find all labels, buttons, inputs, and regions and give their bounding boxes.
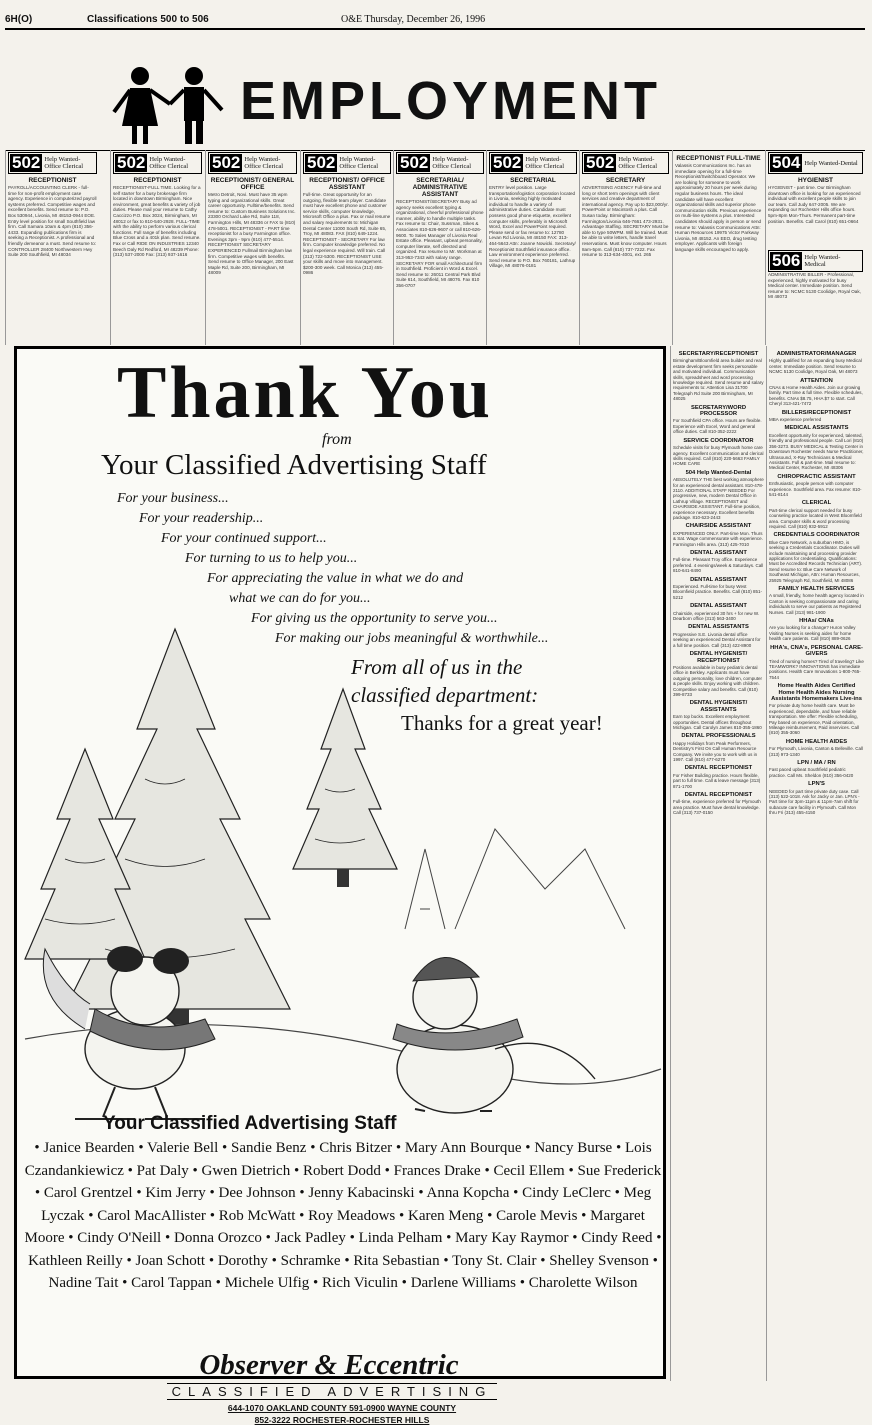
- classified-column: [765, 150, 865, 250]
- ad-title: MEDICAL ASSISTANTS: [784, 425, 849, 432]
- staff-name: Chris Bitzer: [319, 1140, 393, 1156]
- ad-title: SECRETARY/RECEPTIONIST: [678, 351, 759, 357]
- staff-name: Dee Johnson: [218, 1185, 296, 1201]
- staff-name: Kathleen Reilly: [28, 1252, 123, 1269]
- category-name: Help Wanted-Medical: [804, 254, 841, 268]
- ad-title: Home Health Aides Certified Home Health Aides Nursing Assistants Homemakers Live-ins: [771, 683, 862, 702]
- category-name: Help Wanted-Office Clerical: [244, 156, 284, 170]
- classified-column: [486, 150, 579, 345]
- staff-name: Cecil Ellem: [493, 1162, 565, 1179]
- staff-name: Cindy Reed: [581, 1230, 653, 1246]
- ad-title: DENTAL ASSISTANT: [690, 550, 747, 556]
- thank-you-line: For your business...: [117, 491, 229, 506]
- staff-name: Pat Daly: [136, 1162, 189, 1179]
- ad-title: SECRETARIAL/ ADMINISTRATIVE ASSISTANT: [412, 177, 468, 198]
- ad-title: HYGIENIST: [797, 177, 834, 184]
- staff-name: Roy Meadows: [308, 1207, 396, 1224]
- page-header: [5, 10, 865, 28]
- staff-name: Michele Ulfig: [224, 1275, 310, 1291]
- ad-title: CHAIRSIDE ASSISTANT: [685, 523, 752, 530]
- ad-body: Are you looking for a change? Huron Valley Visiting Nurses is seeking aides for home health care patients. Call (810) 889-0626: [769, 625, 856, 642]
- staff-name: Mary Ann Bourque: [404, 1140, 522, 1156]
- category-name: Help Wanted-Office Clerical: [618, 156, 658, 170]
- ad-title: HOME HEALTH AIDES: [785, 738, 848, 745]
- people-figures-icon: [110, 64, 230, 148]
- staff-name: Tony St. Clair: [452, 1252, 537, 1269]
- thank-you-line: For appreciating the value in what we do and: [207, 571, 464, 586]
- category-name: Help Wanted-Office Clerical: [44, 156, 84, 170]
- ad-title: DENTAL ASSISTANT: [690, 576, 747, 583]
- category-name: Help Wanted-Office Clerical: [525, 156, 565, 170]
- thank-you-line: For turning to us to help you...: [185, 551, 358, 566]
- ad-body: Full-time. Pleasant Troy office. Experience preferred. 4 evenings/week & Saturdays. Call 810-641-8490: [673, 557, 764, 574]
- ad-staff-line: Your Classified Advertising Staff: [101, 449, 487, 481]
- ad-body: ADMINISTRATIVE BILLER - Professional, experienced, highly motivated for busy Medical center. Immediate position. Send resume to: NCMC 5130 Coolidge, Royal Oak, MI 48073: [768, 272, 861, 300]
- category-name: Help Wanted-Office Clerical: [149, 156, 189, 170]
- ad-title: FAMILY HEALTH SERVICES: [778, 586, 855, 593]
- ad-title: CLERICAL: [801, 500, 832, 507]
- category-number: 504: [772, 153, 801, 172]
- ad-title: CREDENTIALS COORDINATOR: [773, 532, 860, 539]
- ad-title: RECEPTIONIST FULL-TIME: [676, 155, 761, 162]
- classified-column: [5, 150, 99, 345]
- staff-name: Nancy Burse: [534, 1140, 613, 1156]
- ad-body: Fast paced upbeat Southfield pediatric practice. Call Ms. Sheldon (810) 356-0420: [769, 767, 854, 778]
- ad-body: PAYROLL/ACCOUNTING CLERK - full-time for non-profit employment case agency. Experience in computerized payroll systems preferred. Competitive wages and excellent benefits. Send resume to: P.O. Box 530944, Livonia, MI 48153-0944 EOE. Entry level position for small Southfield law firm. Call Samara 10am & 4pm (810) 356-4433. Expanding publications firm is seeking a Receptionist. A professional and friendly demeanor a must. Send resume to: CONTROLLER 28400 Northwestern Hwy Suite 200 Southfield, MI 48034: [8, 185, 97, 258]
- staff-names: • Janice Bearden • Valerie Bell • Sandie Benz • Chris Bitzer • Mary Ann Bourque • Nancy Burse • Lois Czandankiewicz • Pat Daly • Gwen Dietrich • Robert Dodd • Frances Drake • Cecil Ellem • Sue Frederick • Carol Grentzel • Kim Jerry • Dee Johnson • Jenny Kabacinski • Anna Kopcha • Cindy LeClerc • Meg Lyczak • Carol MacAllister • Rob McWatt • Roy Meadows • Karen Meng • Carole Mevis • Margaret Moore • Cindy O'Neill • Donna Orozco • Jack Padley • Linda Pelham • Mary Kay Raymor • Cindy Reed • Kathleen Reilly • Joan Schott • Dorothy • Schramke • Rita Sebastian • Tony St. Clair • Shelley Svenson • Nadine Tait • Carol Tappan • Michele Ulfig • Rich Viculin • Darlene Williams • Charolette Wilson: [24, 1140, 662, 1291]
- staff-name: Carol Tappan: [131, 1275, 212, 1291]
- ad-title: RECEPTIONIST/ GENERAL OFFICE: [210, 177, 295, 191]
- ad-body: Valassis Communications Inc. has an immediate opening for a full-time Receptionist/Switchboard Operator. We are looking for someone to work approximately 20 hours per week during regular business hours. The ideal candidate will have excellent organizational skills and superior phone communication skills. Previous experience on multi-line systems a plus. Interested candidates should apply in person or send resume to: Valassis Communications Attn: Human Resources 19975 Victor Parkway Livonia, MI 48152. An EEO, drug testing employer. Applicants with foreign language skills encouraged to apply.: [675, 163, 762, 252]
- ad-body: A small, friendly, home health agency located in Canton is seeking compassionate and caring individuals to serve our patients as Registered Nurses. Call (313) 981-1900: [769, 593, 864, 615]
- banner-title: EMPLOYMENT: [240, 71, 662, 131]
- staff-heading: Your Classified Advertising Staff: [103, 1113, 397, 1134]
- ad-title: DENTAL ASSISTANTS: [688, 624, 749, 631]
- classified-column: [766, 346, 866, 1381]
- staff-name: Carol Grentzel: [43, 1185, 133, 1201]
- ad-body: EXPERIENCED ONLY. Part-time Mon. Thurs & Sat. Wage commensurate with experience. Farmington Hills area. (313) 425-7010: [673, 530, 763, 547]
- staff-name: Sandie Benz: [231, 1140, 307, 1156]
- category-number: 502: [586, 153, 615, 172]
- ad-body: NEEDED for part time private duty case. Call (313) 522-1018. Ask for Jacky or Jan. LPN's - Part time for 3pm-11pm & 11pm-7am shift for subacute care facility in Plymouth. Call Mon thru Fri (313) 455-4150: [769, 788, 860, 816]
- staff-name: Kim Jerry: [145, 1185, 206, 1201]
- ad-title: 504 Help Wanted-Dental: [685, 469, 752, 476]
- thank-you-line: For making our jobs meaningful & worthwhile...: [275, 631, 549, 646]
- staff-name: Donna Orozco: [173, 1230, 262, 1246]
- category-number: 502: [400, 153, 429, 172]
- ad-body: Highly qualified for an expanding busy Medical center. Immediate position. Send resume to NCMC 5130 Coolidge, Royal Oak, MI 48073: [769, 358, 862, 375]
- ad-body: Chairside, experienced 30 hrs + for new W. Dearborn office (313) 563-3400: [673, 610, 760, 622]
- staff-name: Dorothy: [217, 1252, 268, 1269]
- ad-body: Part-time clerical support needed for busy counseling practice located in West Bloomfield area. Computer skills & word processing required. Call (810) 932-5912: [769, 507, 862, 529]
- ad-title: ATTENTION: [800, 377, 833, 384]
- staff-name: Rita Sebastian: [353, 1252, 440, 1269]
- staff-name: Nadine Tait: [48, 1275, 119, 1291]
- ad-title: DENTAL RECEPTIONIST: [684, 765, 753, 772]
- ad-body: Earn top bucks. Excellent employment opportunities. Dental offices throughout Michigan. Call Carolyn James 810-355-1860: [673, 714, 762, 730]
- ad-body: Excellent opportunity for experienced, talented, friendly and professional people. Call Lori (810) 356-3273. BUSY MEDICAL & Testing Center in Downtown Rochester needs Nurse Practitioner, Ultrasound, X-Ray Technicians & Medical Assistants. Full & part-time. Mail resume to: Medical Center, Rochester, MI 48306: [769, 432, 864, 471]
- ad-body: Positions available in busy pediatric dental office in Berkley. Applicants must have outgoing personality, love children, computer & people skills. Enjoy working with children. Competitive salary and benefits. Call (810) 399-8733: [673, 664, 762, 697]
- ad-body: ABSOLUTELY THE best working atmosphere for an experienced dental assistant. 810-478-2110. ADDITIONAL STAFF NEEDED For progressive, new, modern Dental Office in Lathrup Village. RECEPTIONIST and CHAIRSIDE ASSISTANT. Full-time position, experience necessary. Excellent benefits package. 810-623-2443: [673, 477, 764, 520]
- ad-title: HHAs/ CNAs: [799, 618, 834, 625]
- phone-numbers: 644-1070 OAKLAND COUNTY 591-0900 WAYNE COUNTY: [227, 1403, 457, 1413]
- ad-title: BILLERS/RECEPTIONIST: [781, 409, 852, 416]
- observer-eccentric-logo: Observer & Eccentric: [199, 1349, 459, 1381]
- classified-column: [300, 150, 393, 345]
- category-number: 502: [493, 153, 522, 172]
- ad-title: DENTAL PROFESSIONALS: [681, 733, 756, 740]
- ad-body: For Plymouth, Livonia, Canton & Belleville. Call (313) 973-1340: [769, 746, 864, 757]
- ad-body: Birmingham/Bloomfield area builder and real estate development firm seeks personable and motivated individual. Communication skills, spreadsheet and word processing knowledge required. Send resume and salary requirements to: Attention Lisa 31700 Telegraph Rd Suite 200 Birmingham, MI 48025: [673, 358, 764, 402]
- ad-body: Enthusiastic, people person with computer experience. Southfield area. Fax resume: 810-541-8144: [769, 481, 862, 497]
- staff-name: Cindy LeClerc: [522, 1185, 611, 1201]
- ad-body: For Fisher Building practice. Hours flexible, part to full time. Call & leave message (313) 871-1700: [673, 772, 761, 789]
- staff-name: Linda Pelham: [358, 1230, 443, 1246]
- ad-title: RECEPTIONIST: [28, 177, 77, 184]
- ad-body: ADVERTISING AGENCY Full-time and long or short term openings with client services and creative department of international agency. Pay up to $23,000/yr. PowerPoint or Macintosh a plus. Call Susan today. Birmingham: Farmington/Livonia 646-7661 473-2931. Advantage Staffing. SECRETARY Must be able to type 50WPM. Will be trained. Must be able to write letters, handle travel reservations. Must know computer. Hours 8am-5pm. Call (810) 737-7222. Fax resume to 313-634-4001, ext. 265: [582, 185, 669, 258]
- ad-body: Blue Care Network, a suburban HMO, is seeking a Credentials Coordinator. Duties will include maintaining and processing provider applications for credentialing. Qualifications: Must be Accredited Records Technician (ART). Send resume to: Blue Care Network of Southeast Michigan, Attn: Human Resources, 25925 Telegraph Rd, Southfield, MI 48086: [769, 539, 863, 583]
- staff-name: Frances Drake: [393, 1162, 481, 1179]
- staff-name: Meg Lyczak: [41, 1185, 652, 1224]
- classified-column: [670, 346, 766, 1381]
- staff-name: Cindy O'Neill: [77, 1230, 162, 1246]
- closing-line: Thanks for a great year!: [401, 711, 603, 735]
- classified-column: [672, 150, 764, 345]
- ad-title: SERVICE COORDINATOR: [683, 437, 754, 444]
- staff-name: Janice Bearden: [43, 1140, 135, 1156]
- category-number: 506: [772, 251, 801, 270]
- ad-title: RECEPTIONIST: [133, 177, 182, 184]
- staff-name: Jack Padley: [274, 1230, 346, 1246]
- ad-title: CHIROPRACTIC ASSISTANT: [777, 473, 856, 480]
- classified-column: [765, 248, 865, 345]
- staff-name: Gwen Dietrich: [201, 1162, 291, 1179]
- ad-title: SECRETARY: [605, 177, 646, 184]
- logo-subtitle: CLASSIFIED ADVERTISING: [167, 1383, 497, 1400]
- ad-title: LPN / MA / RN: [797, 760, 836, 766]
- ad-body: Schedule visits for busy Plymouth home care agency. Excellent communication and clerical skills required. Call (810) 220-5663 FAMILY HOME CARE: [673, 445, 764, 467]
- ad-body: For private duty home health care. Must be experienced, dependable, and have reliable transportation. We offer: Flexible scheduling, Pay based on experience, Paid orientation, Mileage reimbursement, Paid inservices. Call (810) 355-3060: [769, 703, 860, 736]
- ad-body: Experienced. Full-time for busy West Bloomfield practice. Benefits. Call (810) 851-5212: [673, 584, 763, 600]
- staff-name: Rob McWatt: [218, 1207, 296, 1224]
- ad-title: DENTAL ASSISTANT: [690, 603, 747, 610]
- category-name: Help Wanted-Dental: [804, 159, 858, 167]
- category-number: 502: [307, 153, 336, 172]
- ad-body: Full-time. Great opportunity for an outgoing, flexible team player. Candidate must have excellent phone and customer service skills, computer knowledge, Microsoft Office a plus. Fax or mail resume and salary requirements to: Michigan Dental Center 11000 South Rd, Suite 65, Troy, MI 48083. FAX (810) 649-1224. RECEPTIONIST - SECRETARY For law firm. Computer knowledge preferred. No legal experience required. Will train. Call (313) 722-5300. RECEPTIONIST USE your skills and move into management. $200-300 week. Call Monica (313) 455-0986: [303, 192, 391, 276]
- ad-body: Happy Holidays from Peak Performers, Dentistry's First On Call Human Resource Company. We invite you to work with us in 1997. Call (810) 477-6270: [673, 740, 758, 762]
- ad-title: DENTAL RECEPTIONIST: [684, 792, 753, 799]
- category-number: 502: [12, 153, 41, 172]
- staff-name: Karen Meng: [408, 1207, 484, 1224]
- thank-you-line: For your readership...: [139, 511, 264, 526]
- classified-column: [393, 150, 486, 345]
- staff-name: Carole Mevis: [496, 1207, 578, 1224]
- staff-name: Carol MacAllister: [97, 1207, 206, 1224]
- staff-name: Mary Kay Raymor: [455, 1230, 569, 1246]
- employment-banner: [110, 64, 750, 148]
- staff-name: Schramke: [280, 1252, 341, 1269]
- staff-name: Joan Schott: [135, 1252, 206, 1269]
- ad-title: DENTAL HYGIENIST/ RECEPTIONIST: [689, 651, 748, 664]
- ad-title: SECRETARIAL: [510, 177, 556, 184]
- staff-name: Darlene Williams: [410, 1275, 517, 1291]
- classified-column: [579, 150, 671, 345]
- staff-name: Robert Dodd: [302, 1162, 381, 1179]
- phone-numbers: 852-3222 ROCHESTER-ROCHESTER HILLS: [254, 1415, 430, 1425]
- ad-from: from: [322, 431, 352, 448]
- category-number: 502: [117, 153, 146, 172]
- ad-title: SECRETARY/WORD PROCESSOR: [690, 404, 747, 418]
- staff-name: Lois Czandankiewicz: [24, 1140, 652, 1179]
- classified-column: [110, 150, 204, 345]
- ad-title: DENTAL HYGIENIST/ ASSISTANTS: [689, 700, 748, 713]
- section-label: 6H(O): [5, 14, 33, 25]
- closing-line: From all of us in the: [351, 655, 523, 679]
- staff-name: Valerie Bell: [147, 1140, 219, 1156]
- ad-title: ADMINISTRATOR/MANAGER: [776, 351, 857, 357]
- ad-body: For Southfield CPA office. Hours are flexible. Experience with Excel, Word and general office duties. Call 810-352-2222: [673, 418, 762, 435]
- paper-date: O&E Thursday, December 26, 1996: [341, 14, 486, 25]
- ad-body: HYGIENIST - part time. Our Birmingham downtown office is looking for an experienced individual with excellent people skills to join our team. Call Judy 647-2005. We are expanding our Rochester Hills office hours. 5pm-8pm Mon-Thurs. Permanent part-time position. Benefits. Call Carol (810) 651-0664: [768, 185, 861, 224]
- classified-column: [205, 150, 299, 345]
- ad-body: Progressive S.E. Livonia dental office seeking an experienced Dental Assistant for a full time position. Call (313) 422-8900: [673, 631, 761, 648]
- ad-headline: Thank You: [117, 352, 493, 434]
- ad-body: MBA experience preferred: [769, 417, 822, 423]
- ad-title: HHA's, CNA's, PERSONAL CARE-GIVERS: [770, 644, 863, 658]
- staff-name: Sue Frederick: [577, 1162, 662, 1179]
- ad-body: RECEPTIONIST/SECRETARY Busy ad agency seeks excellent typing & organizational, cheerful professional phone manner, ability to handle multiple tasks. Fax resume to: Chair, Sussman, Sikes & Associates 810-626-9607 or call 810-626-9600. To Sales Manager of Livonia Real Estate office. Pleasant, upbeat personality, computer literate, self directed and organized. Fax resume to Mr. Workman at 313-953-7343 with salary range. SECRETARY FOR small Architectural firm in Southfield. Proficient in Word & Excel. Send resume to: 26011 Central Park Blvd Suite 614, Southfield, MI 48076. Fax 810 356-0707: [396, 199, 484, 288]
- staff-name: Margaret Moore: [24, 1207, 645, 1246]
- staff-name: Rich Viculin: [322, 1275, 398, 1291]
- winter-skating-illustration: [25, 599, 661, 1109]
- ad-body: Metro Detroit, Novi. Must have 35 wpm typing and organizational skills. Great career opportunity. Fulltime/benefits. Send resume to: Custom Business Solutions Inc. 23300 Orchard Lake Rd, Suite 118, Farmington Hills, MI 48336 or FAX to (810) 478-5001. RECEPTIONIST - PART time receptionist for a busy Farmington office. Evenings 3pm - 9pm (810) 477-5514. RECEPTIONIST SECRETARY EXPERIENCED Fullmail Birmingham law firm. Competitive wages with benefits. Send resume to Office Manager, 200 East Maple Rd, Suite 200, Birmingham, MI 48009: [208, 192, 296, 276]
- ad-title: LPN'S: [808, 781, 825, 788]
- thank-you-line: For giving us the opportunity to serve you...: [251, 611, 498, 626]
- staff-name: Jenny Kabacinski: [308, 1185, 415, 1201]
- ad-body: Full-time, experience preferred for Plymouth area practice. Must have dental knowledge. Call (313) 737-0150: [673, 799, 761, 816]
- staff-name: Shelley Svenson: [549, 1252, 649, 1269]
- category-number: 502: [212, 153, 241, 172]
- ad-body: Tired of nursing homes? Tired of traveling? Like TEAMWORK? INNOVATIONS has immediate positions. Health Care Innovations 1-800-765-7544: [769, 658, 864, 680]
- category-name: Help Wanted-Office Clerical: [339, 156, 379, 170]
- thank-you-line: For your continued support...: [161, 531, 327, 546]
- header-rule: [5, 28, 865, 30]
- ad-body: CNAs & Home Health Aides. Join our growing family. Part time & full time. Flexible schedules, benefits. CNAs $8.75, HHA $7 to start. Call Cheryl 313-421-7472: [769, 385, 863, 407]
- classifications-label: Classifications 500 to 506: [87, 14, 209, 25]
- ad-body: ENTRY level position. Large transportation/logistics corporation located in Livonia, seeking highly motivated individual to handle a variety of administrative duties. Candidate must possess good phone etiquette, excellent computer skills, preferably in Microsoft Word, Excel and PowerPoint required. Please send or fax resume to: 12780 Levan Rd Livonia, MI 48150 FAX: 313-464-5643 Attn: Joanne Nowicki. Secretary/ Receptionist Southfield insurance office. Law environment experience preferred. Send resume to P.O. Box 760181, Lathrup Village, MI 48076-0181: [489, 185, 576, 269]
- staff-name: Anna Kopcha: [426, 1185, 510, 1201]
- category-name: Help Wanted-Office Clerical: [432, 156, 472, 170]
- ad-title: RECEPTIONIST/ OFFICE ASSISTANT: [309, 177, 385, 191]
- closing-line: classified department:: [351, 683, 539, 707]
- staff-name: Charolette Wilson: [528, 1275, 638, 1291]
- thank-you-ad: [14, 346, 666, 1425]
- ad-body: RECEPTIONIST-FULL TIME. Looking for a self starter for a busy brokerage firm located in downtown Birmingham. Nice environment, great benefits & variety of job duties. Please mail your resume to Cathy Caccizzo P.O. Box 3024, Birmingham, MI 48012 or fax to 810-540-2928. FULL-TIME with the ability to perform various clerical functions. Full range of benefits including Blue Cross and a 401k plan. Send resume. Fax or Call RIDE ON INDUSTRIES 12340 Beech Daly Rd Redford, MI 48239 Phone: (313) 537-2000 Fax: (313) 937-1616: [113, 185, 201, 258]
- thank-you-line: what we can do for you...: [229, 591, 371, 606]
